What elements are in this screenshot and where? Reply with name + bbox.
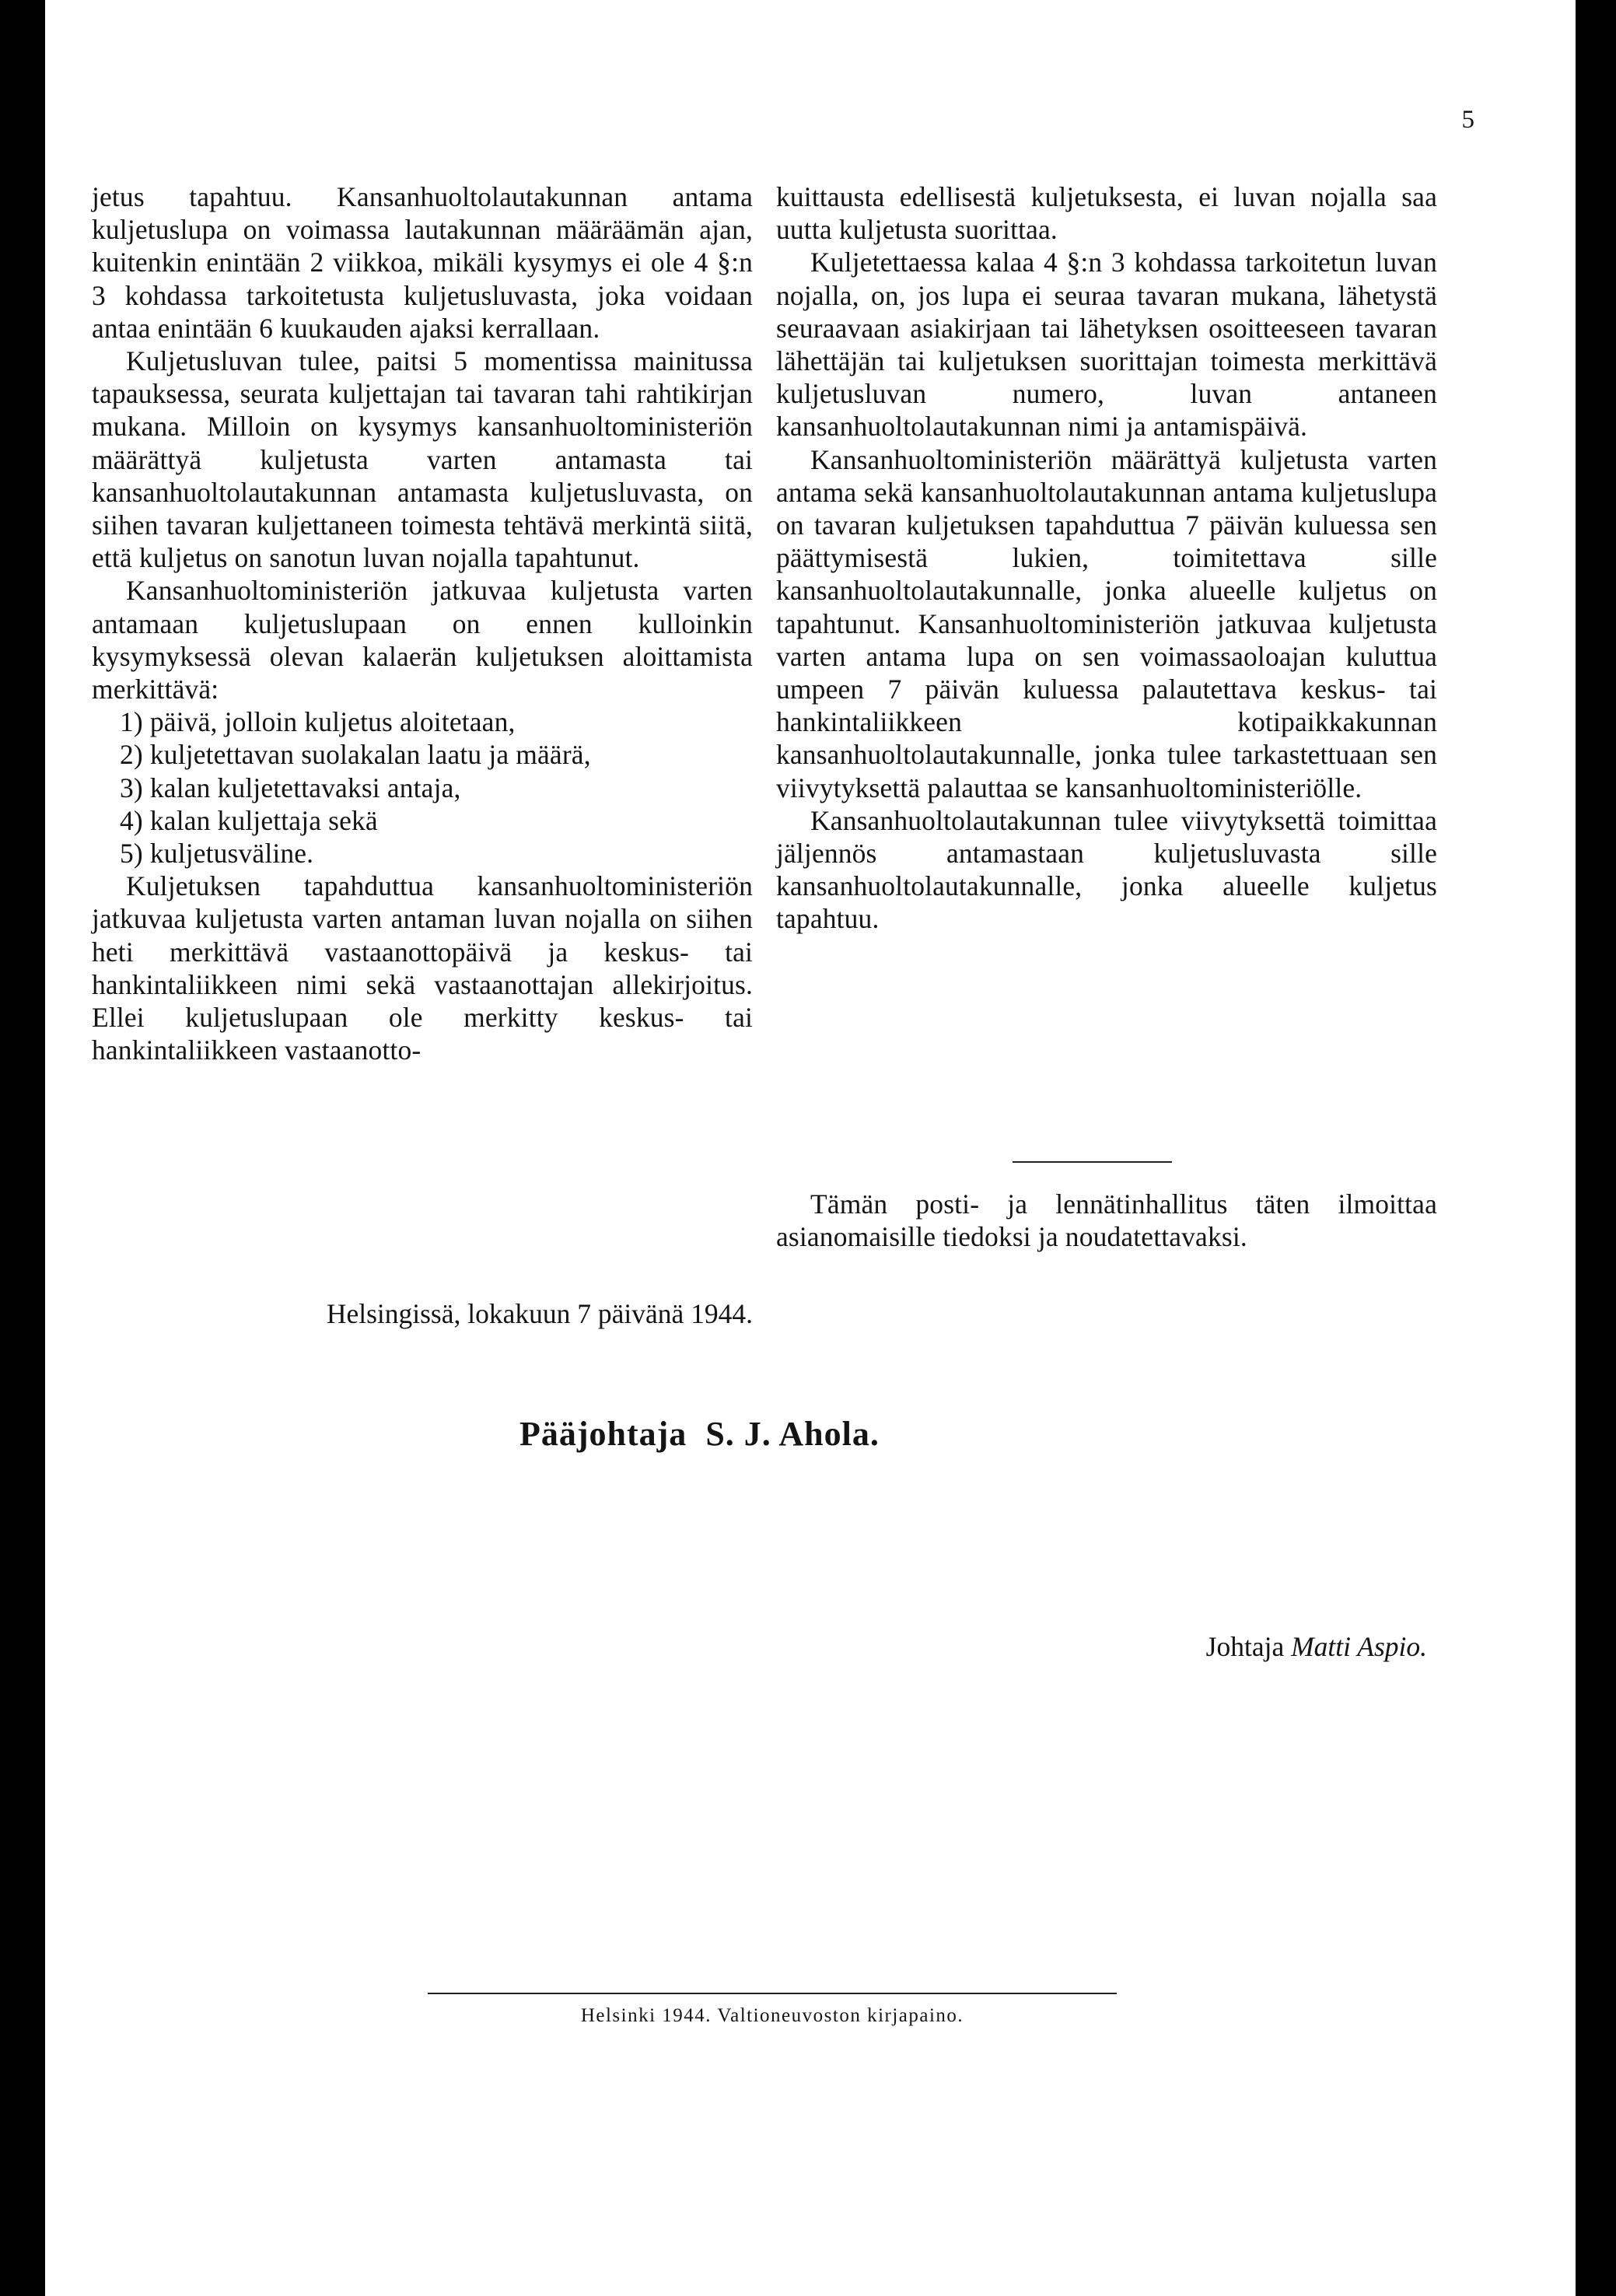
printer-line: Helsinki 1944. Valtioneuvoston kirjapaino. xyxy=(580,2005,964,2026)
paragraph: Kansanhuoltolautakunnan tulee viivytyksettä toimittaa jäljennös antamastaan kuljetusluvasta sille kansanhuoltolautakunnalle, jonka alueelle kuljetus tapahtuu. xyxy=(776,804,1437,935)
signature-director-general-name: S. J. Ahola. xyxy=(705,1415,880,1453)
date-line: Helsingissä, lokakuun 7 päivänä 1944. xyxy=(326,1298,753,1329)
list-item: 4) kalan kuljettaja sekä xyxy=(120,804,378,836)
document-page xyxy=(45,0,1576,2296)
paragraph: jetus tapahtuu. Kansanhuoltolautakunnan antama kuljetuslupa on voimassa lautakunnan määräämän ajan, kuitenkin enintään 2 viikkoa, mikäli kysymys ei ole 4 §:n 3 kohdassa tarkoitetusta kuljetusluvasta, joka voidaan antaa enintään 6 kuukauden ajaksi kerrallaan. xyxy=(92,181,753,344)
signature-director-name: Matti Aspio. xyxy=(1291,1631,1427,1662)
paragraph: Kansanhuoltoministeriön määrättyä kuljetusta varten antama sekä kansanhuoltolautakunnan antama kuljetuslupa on tavaran kuljetuksen tapahduttua 7 päivän kuluessa sen päättymisestä lukien, toimitettava sille kansanhuoltolautakunnalle, jonka alueelle kuljetus on tapahtunut. Kansanhuoltoministeriön jatkuvaa kuljetusta varten antama lupa on sen voimassaoloajan kuluttua umpeen 7 päivän kuluessa palautettava keskus- tai hankintaliikkeen kotipaikkakunnan kansanhuoltolautakunnalle, jonka tulee tarkastettuaan sen viivytyksettä palauttaa se kansanhuoltoministeriölle. xyxy=(776,443,1437,803)
paragraph: Kuljetusluvan tulee, paitsi 5 momentissa mainitussa tapauksessa, seurata kuljettajan tai tavaran tahi rahtikirjan mukana. Milloin on kysymys kansanhuoltoministeriön määrättyä kuljetusta varten antamasta tai kansanhuoltolautakunnan antamasta kuljetusluvasta, on siihen tavaran kuljettaneen toimesta tehtävä merkintä siitä, että kuljetus on sanotun luvan nojalla tapahtunut. xyxy=(92,345,753,574)
page-number: 5 xyxy=(1461,106,1474,134)
closing-note xyxy=(776,1188,1437,1253)
signature-director-general-title: Pääjohtaja xyxy=(519,1415,687,1453)
paragraph: Kuljetettaessa kalaa 4 §:n 3 kohdassa tarkoitetun luvan nojalla, on, jos lupa ei seuraa tavaran mukana, lähetystä seuraavaan asiakirjaan tai lähetyksen osoitteeseen tavaran lähettäjän tai kuljetuksen suorittajan toimesta merkittävä kuljetusluvan numero, luvan antaneen kansanhuoltolautakunnan nimi ja antamispäivä. xyxy=(776,247,1437,443)
signature-director xyxy=(1025,1630,1427,1663)
list-item: 2) kuljetettavan suolakalan laatu ja määrä, xyxy=(120,739,591,771)
closing-note-text: Tämän posti- ja lennätinhallitus täten ilmoittaa asianomaisille tiedoksi ja noudatettavaksi. xyxy=(776,1188,1437,1253)
list-item: 1) päivä, jolloin kuljetus aloitetaan, xyxy=(120,706,516,738)
list-item: 3) kalan kuljetettavaksi antaja, xyxy=(120,772,461,803)
list-item: 5) kuljetusväline. xyxy=(120,838,314,870)
section-divider xyxy=(1013,1161,1172,1163)
right-text-column xyxy=(776,180,1437,936)
paragraph: Kuljetuksen tapahduttua kansanhuoltoministeriön jatkuvaa kuljetusta varten antaman luvan nojalla on siihen heti merkittävä vastaanottopäivä ja keskus- tai hankintaliikkeen nimi sekä vastaanottajan allekirjoitus. Ellei kuljetuslupaan ole merkitty keskus- tai hankintaliikkeen vastaanotto- xyxy=(92,870,753,1066)
paragraph: kuittausta edellisestä kuljetuksesta, ei luvan nojalla saa uutta kuljetusta suorittaa. xyxy=(776,181,1437,246)
signature-director-general xyxy=(519,1414,880,1454)
left-text-column xyxy=(92,180,753,1066)
paragraph: Kansanhuoltoministeriön jatkuvaa kuljetusta varten antamaan kuljetuslupaan on ennen kulloinkin kysymyksessä olevan kalaerän kuljetuksen aloittamista merkittävä: xyxy=(92,575,753,705)
signature-director-title: Johtaja xyxy=(1205,1631,1285,1662)
footer-divider xyxy=(428,1993,1117,1994)
